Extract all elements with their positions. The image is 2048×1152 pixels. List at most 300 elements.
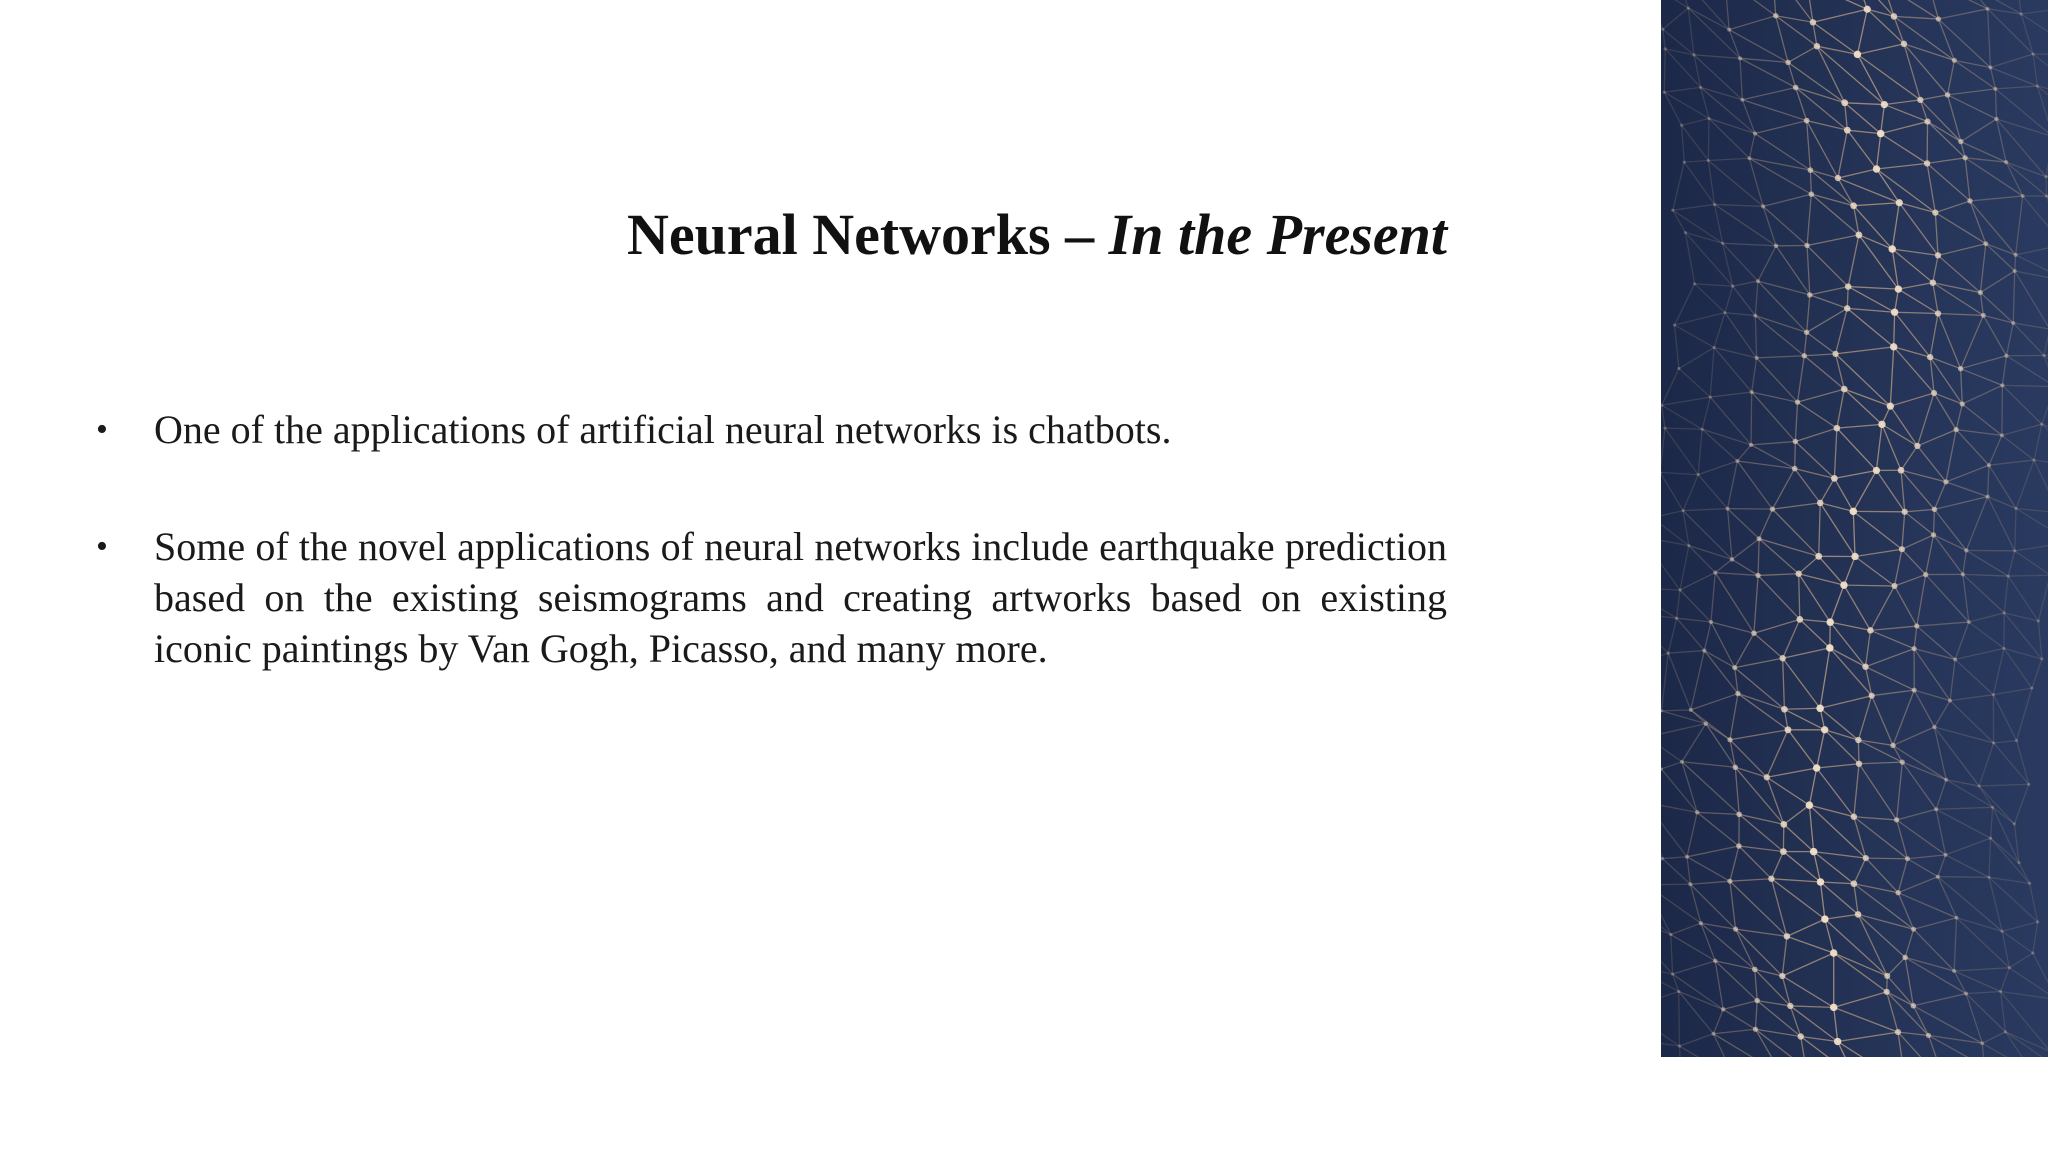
- mesh-node: [1821, 915, 1829, 923]
- mesh-node: [1709, 395, 1712, 398]
- mesh-link: [1936, 809, 1990, 838]
- mesh-link: [1706, 724, 1730, 740]
- mesh-node: [1981, 313, 1986, 318]
- bullet-item: [96, 404, 1447, 455]
- mesh-link: [1767, 777, 1810, 805]
- mesh-link: [1673, 210, 1723, 243]
- mesh-node: [1884, 989, 1890, 995]
- mesh-link: [1685, 233, 1694, 284]
- mesh-node: [1851, 880, 1858, 887]
- mesh-node: [1917, 97, 1923, 103]
- mesh-link: [1661, 472, 1698, 474]
- mesh-node: [1721, 1007, 1725, 1011]
- mesh-link: [1807, 121, 1811, 170]
- mesh-node: [2031, 52, 2034, 55]
- mesh-node: [1687, 544, 1690, 547]
- mesh-link: [1872, 690, 1915, 696]
- mesh-link: [1783, 619, 1800, 658]
- mesh-node: [1989, 837, 1992, 840]
- mesh-link: [1795, 402, 1797, 441]
- mesh-link: [1783, 648, 1830, 658]
- mesh-link: [2013, 271, 2014, 323]
- mesh-link: [1934, 509, 1966, 550]
- mesh-link: [1682, 724, 1706, 762]
- mesh-link: [1935, 213, 1985, 244]
- mesh-node: [1945, 92, 1951, 98]
- mesh-link: [1751, 392, 1752, 445]
- mesh-node: [1692, 53, 1695, 56]
- mesh-link: [1836, 347, 1894, 354]
- mesh-link: [1870, 630, 1914, 648]
- mesh-link: [1895, 549, 1902, 586]
- mesh-node: [1993, 87, 1997, 91]
- mesh-node: [1735, 691, 1740, 696]
- mesh-link: [1897, 762, 1903, 820]
- mesh-link: [1730, 730, 1788, 740]
- mesh-link: [1679, 347, 1714, 368]
- mesh-link: [2015, 255, 2016, 271]
- mesh-link: [1739, 846, 1771, 879]
- mesh-link: [1954, 968, 2009, 971]
- mesh-link: [1725, 286, 1733, 313]
- mesh-link: [2009, 953, 2032, 968]
- mesh-link: [1798, 389, 1845, 402]
- mesh-link: [1866, 858, 1908, 859]
- mesh-link: [2017, 0, 2048, 7]
- mesh-link: [1963, 574, 2004, 612]
- mesh-link: [1855, 0, 1894, 16]
- mesh-link: [1698, 475, 1727, 509]
- mesh-node: [1798, 1033, 1804, 1039]
- mesh-node: [1680, 124, 1683, 127]
- mesh-node: [1804, 243, 1809, 248]
- mesh-link: [1695, 284, 1733, 286]
- mesh-link: [1966, 991, 2000, 993]
- mesh-node: [1934, 807, 1938, 811]
- mesh-link: [1854, 764, 1859, 817]
- mesh-node: [1774, 244, 1779, 249]
- mesh-link: [1962, 385, 2002, 404]
- mesh-node: [1855, 737, 1861, 743]
- mesh-node: [1807, 292, 1812, 297]
- mesh-node: [1707, 159, 1710, 162]
- mesh-link: [1755, 1001, 1757, 1030]
- mesh-node: [1999, 990, 2002, 993]
- mesh-link: [1804, 354, 1835, 356]
- mesh-link: [1795, 441, 1796, 468]
- mesh-node: [1944, 778, 1948, 782]
- mesh-link: [1858, 914, 1887, 976]
- mesh-link: [1663, 29, 1665, 49]
- mesh-link: [1980, 271, 2014, 293]
- mesh-link: [1680, 590, 1711, 622]
- mesh-node: [1753, 314, 1757, 318]
- mesh-link: [1713, 1029, 1755, 1034]
- mesh-link: [1752, 392, 1796, 441]
- mesh-link: [1687, 846, 1739, 857]
- mesh-link: [2021, 14, 2048, 54]
- mesh-node: [1678, 588, 1681, 591]
- mesh-node: [2014, 253, 2018, 257]
- mesh-link: [1946, 465, 1989, 482]
- mesh-link: [1704, 622, 1711, 651]
- mesh-link: [1694, 55, 1740, 58]
- mesh-node: [1701, 428, 1704, 431]
- mesh-link: [1732, 559, 1758, 575]
- mesh-link: [1989, 435, 2002, 465]
- mesh-link: [1685, 233, 1732, 287]
- mesh-link: [1938, 314, 1961, 369]
- mesh-link: [1661, 511, 1683, 518]
- mesh-node: [1727, 28, 1731, 32]
- mesh-link: [1876, 424, 1882, 470]
- mesh-link: [1688, 8, 1740, 58]
- mesh-node: [1707, 117, 1710, 120]
- mesh-link: [1783, 658, 1785, 709]
- mesh-link: [2004, 613, 2042, 659]
- mesh-node: [1713, 346, 1716, 349]
- mesh-link: [1702, 397, 1710, 429]
- mesh-link: [1934, 497, 1987, 510]
- mesh-link: [1927, 163, 1970, 201]
- mesh-link: [1729, 30, 1740, 59]
- mesh-link: [1673, 210, 1686, 232]
- mesh-link: [1690, 881, 1730, 884]
- mesh-link: [1737, 461, 1772, 509]
- mesh-link: [1807, 235, 1859, 246]
- mesh-link: [2016, 245, 2048, 255]
- mesh-link: [1935, 213, 1938, 256]
- mesh-link: [1788, 62, 1845, 102]
- mesh-link: [1688, 8, 1694, 55]
- mesh-node: [2031, 951, 2034, 954]
- mesh-node: [1727, 879, 1732, 884]
- mesh-link: [1970, 201, 1986, 244]
- mesh-node: [1815, 553, 1822, 560]
- mesh-link: [1759, 509, 1772, 539]
- mesh-link: [1991, 838, 2019, 863]
- mesh-link: [1704, 651, 1738, 694]
- mesh-link: [1963, 550, 1966, 574]
- mesh-link: [1979, 784, 2029, 786]
- mesh-node: [1932, 725, 1936, 729]
- mesh-link: [1673, 961, 1716, 974]
- mesh-link: [1682, 125, 1685, 162]
- mesh-link: [1728, 509, 1773, 510]
- mesh-link: [1661, 762, 1682, 769]
- mesh-link: [1876, 470, 1904, 511]
- mesh-link: [2016, 460, 2034, 508]
- mesh-link: [1691, 651, 1705, 710]
- mesh-node: [1899, 546, 1905, 552]
- mesh-link: [1752, 358, 1757, 392]
- mesh-node: [1780, 821, 1787, 828]
- mesh-link: [1857, 54, 1884, 104]
- mesh-node: [1881, 101, 1888, 108]
- mesh-link: [1662, 405, 1702, 429]
- mesh-link: [1725, 313, 1755, 316]
- mesh-link: [1668, 653, 1691, 710]
- mesh-link: [1807, 246, 1810, 295]
- mesh-link: [1938, 877, 2002, 932]
- mesh-link: [2005, 1032, 2031, 1057]
- mesh-link: [1859, 764, 1897, 820]
- mesh-link: [1836, 354, 1845, 389]
- mesh-link: [2001, 991, 2048, 999]
- mesh-link: [1688, 8, 1729, 30]
- mesh-link: [1677, 618, 1711, 622]
- mesh-link: [1898, 1032, 1929, 1035]
- mesh-node: [2028, 882, 2031, 885]
- mesh-node: [1671, 972, 1674, 975]
- mesh-link: [1713, 1034, 1781, 1057]
- mesh-node: [1844, 305, 1850, 311]
- mesh-node: [1753, 1027, 1758, 1032]
- mesh-node: [2000, 930, 2003, 933]
- mesh-link: [1834, 1007, 1898, 1032]
- mesh-link: [1671, 923, 1701, 934]
- mesh-node: [1850, 202, 1857, 209]
- mesh-link: [1751, 441, 1795, 444]
- mesh-node: [1978, 290, 1983, 295]
- mesh-link: [1687, 857, 1690, 884]
- mesh-node: [1924, 118, 1930, 124]
- mesh-node: [2036, 920, 2039, 923]
- mesh-node: [2013, 822, 2016, 825]
- mesh-node: [1830, 1004, 1838, 1012]
- mesh-link: [2002, 922, 2038, 931]
- mesh-link: [1948, 89, 1996, 95]
- mesh-node: [1987, 876, 1990, 879]
- mesh-node: [1878, 421, 1885, 428]
- mesh-link: [1758, 575, 1800, 619]
- mesh-link: [1662, 397, 1710, 405]
- mesh-link: [1751, 445, 1795, 469]
- mesh-link: [1714, 347, 1752, 392]
- mesh-link: [1738, 694, 1784, 710]
- mesh-link: [1834, 478, 1853, 511]
- mesh-node: [1854, 51, 1861, 58]
- mesh-link: [1955, 659, 1993, 694]
- mesh-link: [1854, 858, 1866, 884]
- mesh-link: [1898, 283, 1932, 289]
- mesh-link: [1784, 824, 1814, 851]
- mesh-node: [1832, 351, 1838, 357]
- mesh-link: [1757, 356, 1805, 358]
- mesh-link: [1884, 105, 1927, 122]
- mesh-link: [1914, 626, 1917, 649]
- mesh-node: [1817, 878, 1825, 886]
- mesh-link: [1969, 613, 2004, 622]
- mesh-link: [2008, 575, 2048, 576]
- mesh-node: [1779, 973, 1785, 979]
- mesh-link: [1804, 356, 1844, 389]
- mesh-link: [1866, 667, 1915, 690]
- mesh-link: [1859, 762, 1902, 764]
- mesh-node: [1851, 553, 1858, 560]
- mesh-link: [1854, 884, 1858, 915]
- mesh-link: [1661, 1041, 1681, 1057]
- mesh-link: [1935, 201, 1970, 213]
- mesh-link: [1800, 619, 1830, 648]
- mesh-node: [1817, 500, 1824, 507]
- mesh-link: [1926, 535, 1934, 575]
- mesh-node: [1732, 665, 1737, 670]
- mesh-link: [2014, 784, 2028, 824]
- mesh-link: [1799, 556, 1819, 573]
- mesh-link: [1677, 590, 1680, 618]
- mesh-link: [1954, 971, 2000, 992]
- mesh-link: [1819, 556, 1844, 585]
- mesh-link: [1825, 919, 1834, 953]
- mesh-link: [1740, 58, 1742, 99]
- mesh-node: [1661, 28, 1664, 31]
- mesh-node: [1731, 284, 1734, 287]
- mesh-link: [1687, 812, 1697, 856]
- mesh-link: [1662, 653, 1669, 711]
- mesh-node: [1733, 765, 1738, 770]
- mesh-link: [1679, 1046, 1680, 1057]
- mesh-link: [1963, 574, 2008, 576]
- mesh-node: [1770, 507, 1775, 512]
- mesh-node: [1936, 875, 1940, 879]
- mesh-link: [1737, 445, 1751, 461]
- mesh-link: [1817, 764, 1859, 768]
- mesh-node: [1689, 708, 1693, 712]
- mesh-node: [1961, 572, 1965, 576]
- mesh-link: [1989, 465, 2016, 508]
- mesh-node: [1891, 13, 1898, 20]
- mesh-link: [1895, 586, 1917, 626]
- mesh-link: [2004, 576, 2008, 613]
- mesh-node: [1840, 581, 1847, 588]
- mesh-link: [1671, 935, 1715, 961]
- mesh-link: [1685, 233, 1722, 244]
- mesh-link: [1979, 786, 2014, 824]
- mesh-link: [1830, 648, 1872, 696]
- mesh-link: [1661, 588, 1677, 618]
- mesh-link: [1742, 100, 1806, 121]
- mesh-link: [1870, 626, 1916, 630]
- mesh-link: [1836, 354, 1891, 406]
- mesh-node: [1816, 704, 1824, 712]
- mesh-link: [1817, 730, 1825, 768]
- mesh-link: [1969, 0, 2022, 14]
- mesh-link: [1872, 696, 1893, 746]
- mesh-link: [1917, 393, 1934, 446]
- mesh-link: [1715, 573, 1758, 576]
- mesh-link: [2038, 621, 2042, 659]
- mesh-link: [1754, 619, 1800, 633]
- mesh-link: [2015, 509, 2016, 551]
- mesh-link: [1990, 67, 2037, 86]
- mesh-link: [1898, 877, 1938, 893]
- mesh-node: [1851, 813, 1857, 819]
- mesh-link: [1661, 859, 1663, 885]
- mesh-link: [1848, 287, 1898, 290]
- mesh-link: [1736, 929, 1787, 936]
- mesh-node: [1764, 774, 1770, 780]
- mesh-link: [1661, 965, 1679, 991]
- mesh-node: [1835, 175, 1841, 181]
- mesh-link: [1834, 470, 1876, 478]
- mesh-link: [1890, 406, 1917, 446]
- mesh-link: [2002, 424, 2042, 435]
- mesh-link: [1730, 881, 1787, 936]
- mesh-link: [2042, 387, 2048, 425]
- mesh-link: [1675, 313, 1725, 325]
- mesh-link: [1680, 546, 1689, 590]
- mesh-node: [1796, 616, 1803, 623]
- mesh-link: [1817, 768, 1854, 817]
- mesh-link: [1661, 803, 1687, 857]
- mesh-link: [1673, 204, 1715, 210]
- mesh-node: [2032, 458, 2035, 461]
- mesh-node: [1713, 203, 1716, 206]
- mesh-link: [2033, 922, 2038, 953]
- mesh-link: [1965, 158, 1970, 201]
- mesh-link: [1834, 992, 1887, 1008]
- mesh-link: [1715, 559, 1732, 572]
- mesh-link: [1772, 503, 1820, 509]
- mesh-link: [1810, 170, 1811, 194]
- mesh-link: [1665, 428, 1698, 475]
- mesh-link: [2017, 688, 2032, 740]
- mesh-node: [1924, 160, 1930, 166]
- mesh-node: [1761, 204, 1765, 208]
- mesh-node: [1677, 990, 1680, 993]
- mesh-link: [1776, 16, 1813, 23]
- mesh-link: [2002, 385, 2048, 386]
- mesh-node: [1755, 356, 1759, 360]
- mesh-link: [1763, 194, 1811, 206]
- mesh-node: [1723, 311, 1726, 314]
- mesh-node: [1845, 283, 1851, 289]
- mesh-link: [1844, 556, 1855, 585]
- mesh-link: [1866, 649, 1915, 667]
- mesh-node: [1900, 760, 1905, 765]
- mesh-link: [1837, 428, 1877, 470]
- mesh-link: [1772, 469, 1794, 510]
- mesh-node: [2013, 269, 2017, 273]
- mesh-link: [1847, 308, 1893, 346]
- mesh-link: [1876, 169, 1935, 213]
- mesh-link: [1929, 1035, 1946, 1057]
- mesh-link: [1679, 1034, 1713, 1046]
- mesh-link: [1956, 430, 1989, 466]
- mesh-link: [1810, 287, 1848, 295]
- mesh-link: [1723, 243, 1758, 281]
- mesh-link: [1661, 613, 1668, 653]
- mesh-link: [2034, 460, 2048, 513]
- mesh-node: [1792, 466, 1798, 472]
- mesh-node: [1948, 699, 1952, 703]
- mesh-node: [2004, 354, 2008, 358]
- mesh-link: [1895, 312, 1938, 313]
- mesh-node: [1954, 427, 1959, 432]
- mesh-node: [2015, 739, 2018, 742]
- mesh-link: [1898, 1032, 1946, 1057]
- mesh-link: [1784, 805, 1810, 824]
- mesh-node: [1891, 583, 1897, 589]
- mesh-link: [1710, 392, 1751, 397]
- mesh-link: [1950, 695, 1993, 701]
- mesh-link: [2016, 509, 2048, 543]
- mesh-node: [1902, 955, 1907, 960]
- mesh-node: [1810, 19, 1816, 25]
- mesh-link: [1853, 470, 1876, 511]
- mesh-link: [1675, 325, 1679, 368]
